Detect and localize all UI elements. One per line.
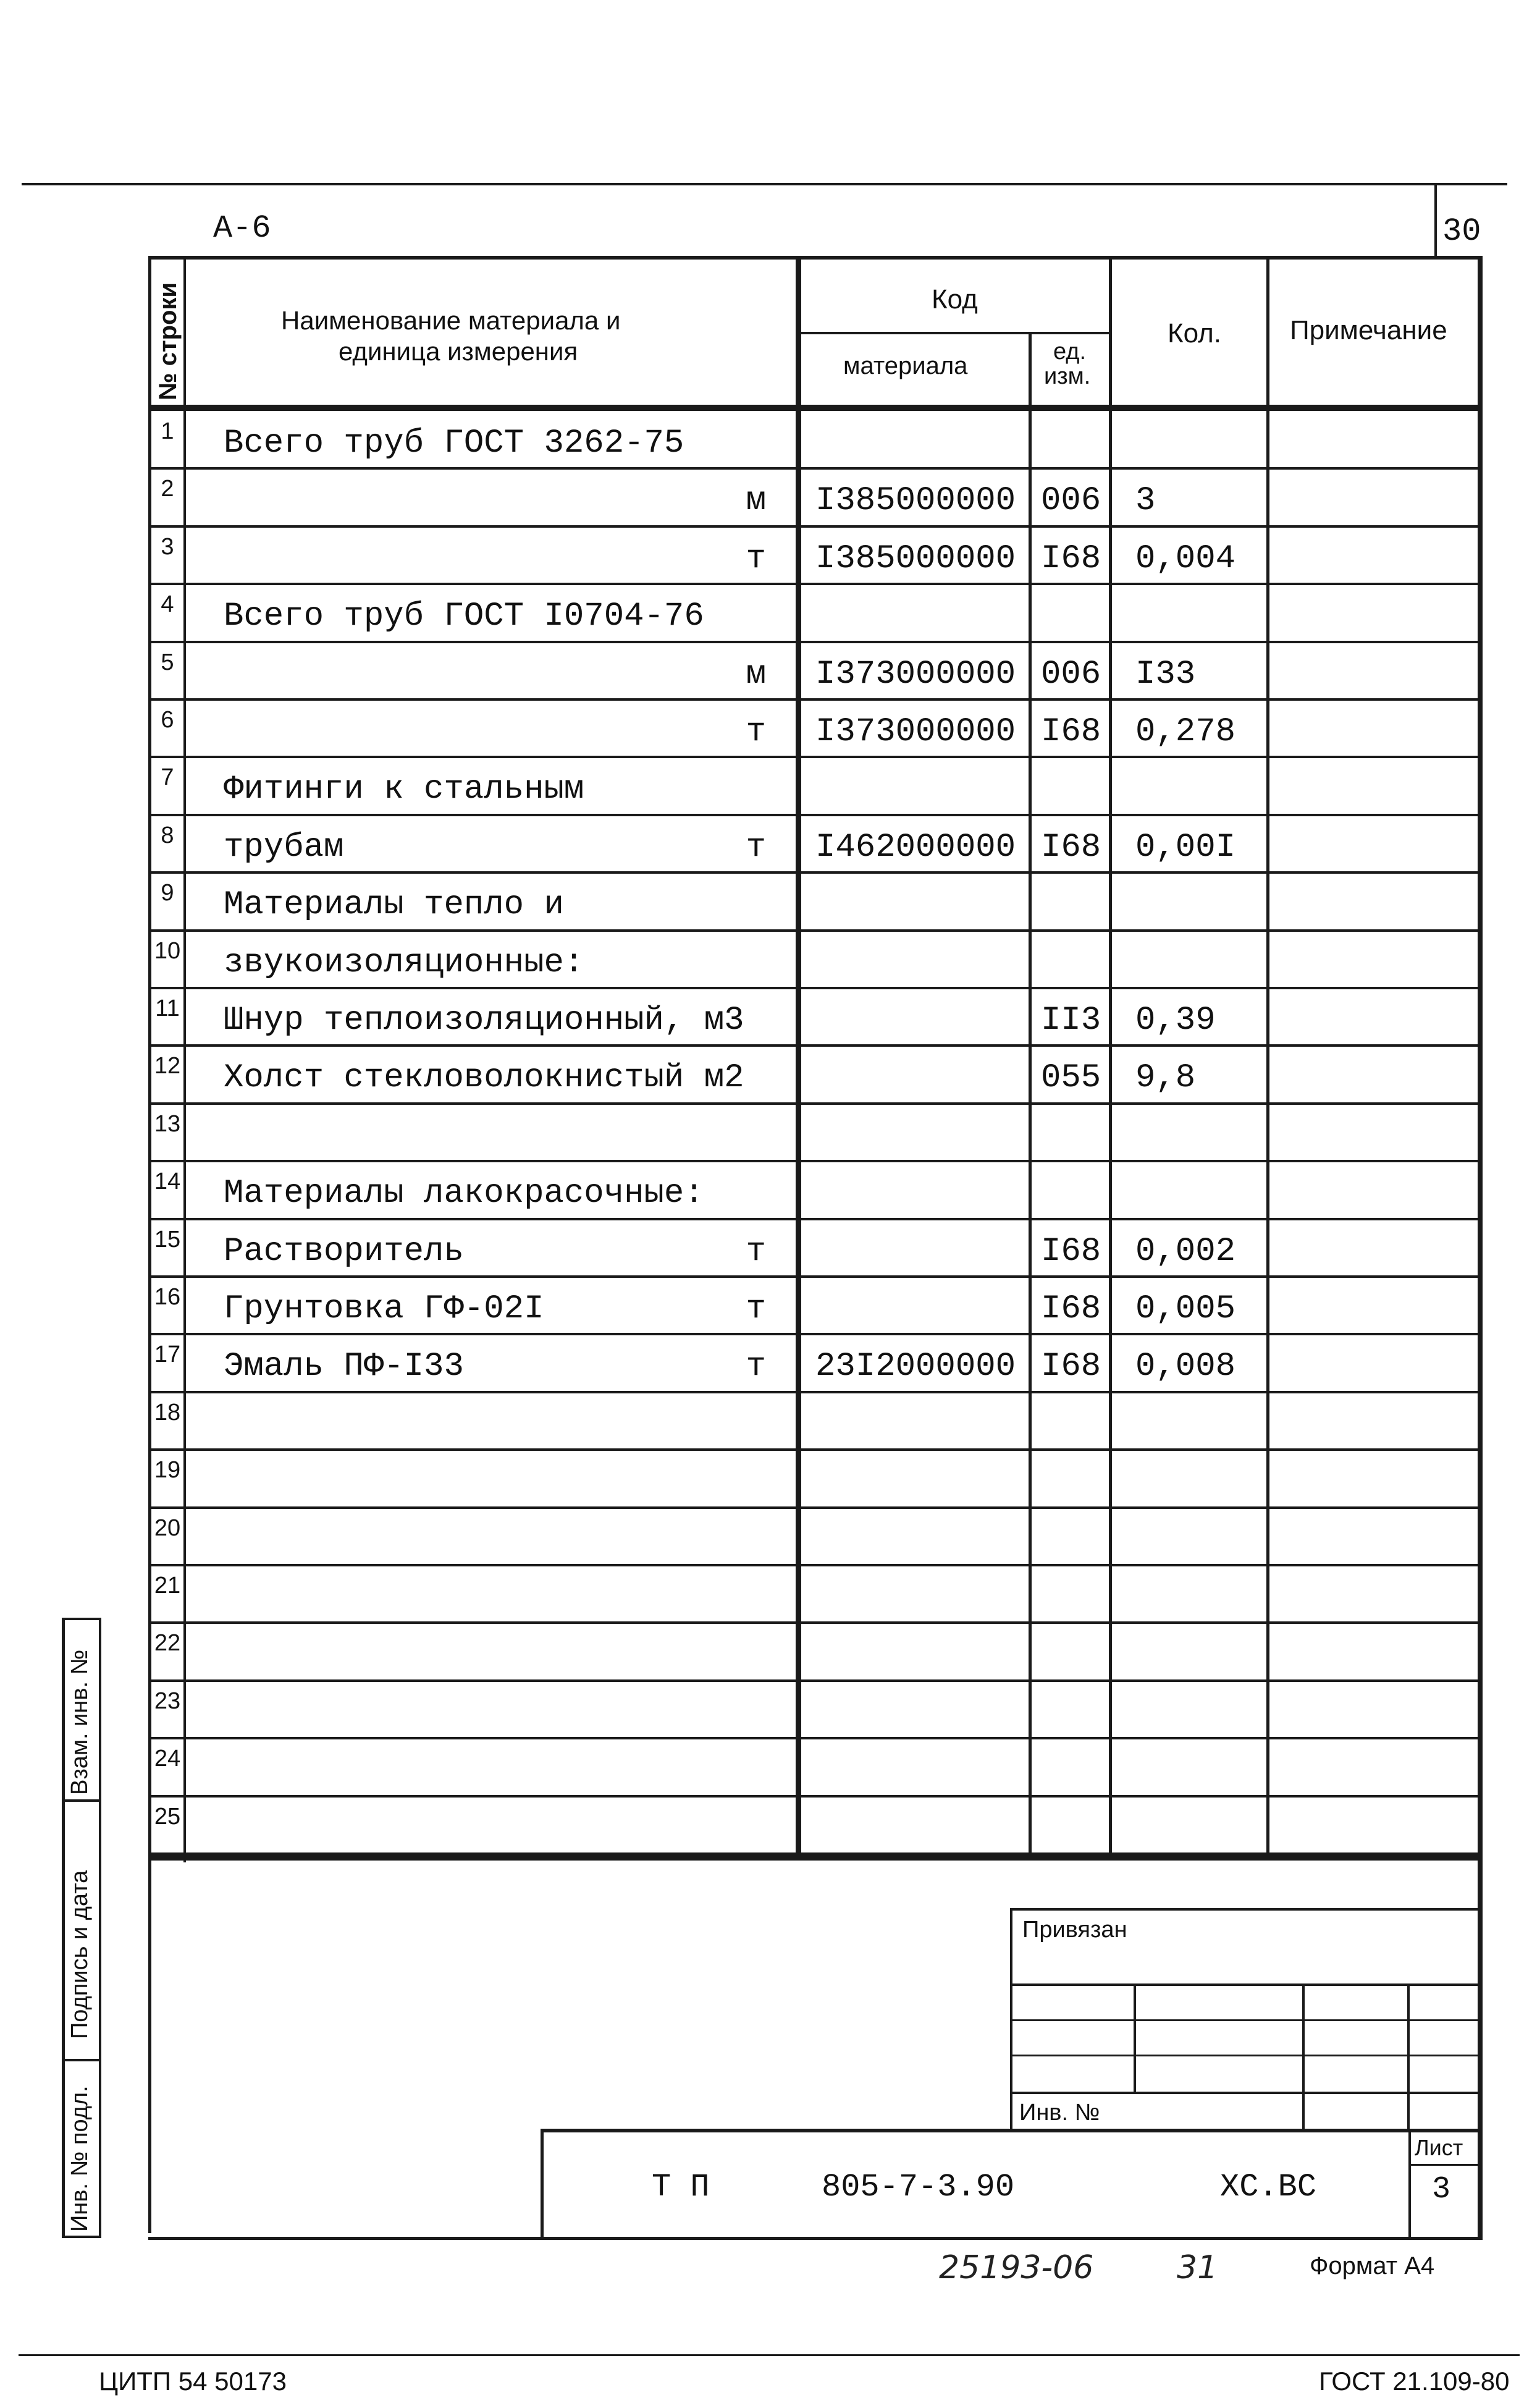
row-number: 9 (161, 880, 174, 906)
stamp-privyazan: Привязан (1022, 1917, 1127, 1943)
footer-right: ГОСТ 21.109-80 (1319, 2367, 1510, 2396)
stamp-list-divider (1408, 2164, 1483, 2166)
row-unit-code: I68 (1041, 829, 1101, 866)
row-material-code: I373000000 (815, 713, 1016, 751)
table-row-line (148, 467, 1483, 470)
row-name: Растворитель (224, 1233, 464, 1270)
table-row-line (148, 1160, 1483, 1162)
row-name: Холст стекловолокнистый м2 (224, 1059, 744, 1097)
row-number: 17 (154, 1341, 181, 1367)
row-number: 18 (154, 1400, 181, 1426)
col-border-right (1478, 256, 1483, 2239)
row-quantity: 3 (1135, 482, 1156, 520)
footer-rule (19, 2354, 1520, 2356)
row-unit-code: II3 (1041, 1002, 1101, 1039)
row-number: 19 (154, 1457, 181, 1483)
row-quantity: 0,005 (1135, 1290, 1236, 1328)
code-subheader-line (798, 332, 1112, 334)
row-number: 5 (161, 649, 174, 675)
row-number: 6 (161, 707, 174, 733)
stamp-grid-col-3 (1407, 1983, 1410, 2131)
stamp-grid-line-1 (1010, 1983, 1483, 1986)
row-number: 3 (161, 534, 174, 560)
sidebar-border (62, 1618, 65, 2236)
header-code: Код (932, 284, 978, 315)
row-number: 4 (161, 591, 174, 617)
row-number: 12 (154, 1053, 181, 1079)
row-name: Шнур теплоизоляционный, м3 (224, 1002, 744, 1039)
row-name: Материалы тепло и (224, 886, 564, 924)
table-row-line (148, 1564, 1483, 1566)
handwritten-number-right: 31 (1177, 2249, 1218, 2286)
row-quantity: 0,008 (1135, 1348, 1236, 1385)
row-name: трубам (224, 829, 344, 866)
format-label: Формат А4 (1310, 2252, 1435, 2279)
row-quantity: 9,8 (1135, 1059, 1196, 1097)
stamp-list-label: Лист (1415, 2135, 1463, 2160)
row-number: 2 (161, 476, 174, 502)
table-row-line (148, 1044, 1483, 1047)
row-unit: т (746, 1233, 766, 1270)
table-row-line (148, 871, 1483, 874)
table-row-line (148, 1679, 1483, 1682)
table-row-line (148, 583, 1483, 585)
table-row-line (148, 641, 1483, 643)
handwritten-number-left: 25193-06 (939, 2249, 1094, 2286)
row-number: 1 (161, 418, 174, 444)
header-unit-line2: изм. (1044, 363, 1091, 389)
stamp-grid-col-1 (1134, 1983, 1136, 2092)
row-material-code: 23I2000000 (815, 1348, 1016, 1385)
row-name: Всего труб ГОСТ I0704-76 (224, 598, 704, 635)
header-material: материала (843, 352, 968, 379)
row-unit-code: I68 (1041, 1290, 1101, 1328)
row-number: 25 (154, 1804, 181, 1830)
row-name: Материалы лакокрасочные: (224, 1175, 704, 1212)
row-number: 21 (154, 1573, 181, 1599)
row-material-code: I385000000 (815, 540, 1016, 578)
row-name: Грунтовка ГФ-02I (224, 1290, 544, 1328)
header-note: Примечание (1290, 315, 1447, 345)
row-name: звукоизоляционные: (224, 944, 584, 982)
row-quantity: 0,39 (1135, 1002, 1216, 1039)
header-qty: Кол. (1168, 318, 1222, 349)
stamp-grid-col-2 (1302, 1983, 1305, 2131)
row-unit: т (746, 713, 766, 751)
stamp-code-right: ХС.ВС (1220, 2169, 1317, 2205)
footer-left: ЦИТП 54 50173 (99, 2367, 287, 2396)
row-number: 15 (154, 1227, 181, 1253)
side-label-inv: Инв. № подл. (67, 2085, 93, 2232)
row-quantity: 0,002 (1135, 1233, 1236, 1270)
row-number: 16 (154, 1284, 181, 1310)
sidebar-inner-border (99, 1618, 101, 2236)
row-quantity: 0,004 (1135, 540, 1236, 578)
table-row-line (148, 1102, 1483, 1105)
stamp-bottom-border (148, 2237, 1483, 2240)
row-number: 24 (154, 1746, 181, 1772)
col-border-qty (1266, 256, 1269, 1860)
table-row-line (148, 814, 1483, 816)
col-border-name (796, 256, 801, 1860)
table-row-line (148, 1448, 1483, 1451)
table-row-line (148, 1275, 1483, 1278)
stamp-list-left (1408, 2129, 1411, 2240)
row-number: 11 (155, 995, 180, 1021)
stamp-grid-line-2 (1010, 2019, 1483, 2021)
row-name: Фитинги к стальным (224, 771, 584, 808)
sidebar-divider-bottom (62, 2236, 101, 2238)
table-top-border (148, 256, 1483, 260)
row-unit: т (746, 1290, 766, 1328)
stamp-main-top (541, 2129, 1483, 2132)
row-material-code: I462000000 (815, 829, 1016, 866)
sidebar-divider-2 (62, 2059, 101, 2061)
table-row-line (148, 987, 1483, 989)
col-border-code (1029, 332, 1032, 1860)
header-bottom-border (148, 405, 1483, 411)
row-unit: т (746, 1348, 766, 1385)
row-number: 23 (154, 1688, 181, 1714)
row-name: Эмаль ПФ-I33 (224, 1348, 464, 1385)
table-row-line (148, 1737, 1483, 1739)
row-unit-code: 055 (1041, 1059, 1101, 1097)
stamp-grid-line-4 (1010, 2092, 1483, 2094)
row-number: 14 (154, 1168, 181, 1194)
table-row-line (148, 1218, 1483, 1220)
row-unit-code: I68 (1041, 540, 1101, 578)
table-row-line (148, 525, 1483, 528)
row-unit-code: I68 (1041, 713, 1101, 751)
stamp-code-mid: 805-7-3.90 (822, 2169, 1015, 2205)
table-row-line (148, 1621, 1483, 1624)
stamp-privyazan-top (1010, 1908, 1483, 1911)
header-row-no: № строки (154, 282, 182, 400)
row-number: 20 (154, 1515, 181, 1541)
row-material-code: I373000000 (815, 656, 1016, 693)
row-unit: т (746, 540, 766, 578)
table-bottom-border (148, 1855, 1483, 1861)
stamp-inv-no: Инв. № (1019, 2100, 1100, 2126)
row-unit-code: I68 (1041, 1348, 1101, 1385)
row-unit-code: 006 (1041, 656, 1101, 693)
page-number: 30 (1442, 213, 1481, 250)
table-row-line (148, 1391, 1483, 1393)
row-unit: м (746, 656, 766, 693)
sheet-ref: А-6 (213, 210, 271, 247)
header-name-line2: единица измерения (339, 337, 578, 366)
table-row-line (148, 1852, 1483, 1855)
stamp-code-left: Т П (652, 2169, 710, 2205)
row-unit: т (746, 829, 766, 866)
sidebar-divider-top (62, 1618, 101, 1620)
row-unit-code: 006 (1041, 482, 1101, 520)
row-quantity: I33 (1135, 656, 1196, 693)
row-quantity: 0,278 (1135, 713, 1236, 751)
row-number: 8 (161, 822, 174, 848)
row-unit-code: I68 (1041, 1233, 1101, 1270)
table-row-line (148, 756, 1483, 758)
row-number: 10 (154, 938, 181, 964)
header-unit-line1: ед. (1053, 339, 1087, 365)
row-number: 22 (154, 1630, 181, 1656)
row-name: Всего труб ГОСТ 3262-75 (224, 425, 684, 462)
table-row-line (148, 1795, 1483, 1798)
col-border-unit (1109, 256, 1112, 1860)
table-row-line (148, 1506, 1483, 1509)
stamp-main-left (541, 2129, 544, 2240)
table-row-line (148, 929, 1483, 932)
stamp-grid-line-3 (1010, 2055, 1483, 2056)
table-row-line (148, 698, 1483, 701)
table-row-line (148, 1333, 1483, 1335)
header-name-line1: Наименование материала и (281, 306, 621, 335)
row-quantity: 0,00I (1135, 829, 1236, 866)
sidebar-divider-1 (62, 1799, 101, 1802)
stamp-list-no: 3 (1432, 2172, 1451, 2207)
row-material-code: I385000000 (815, 482, 1016, 520)
row-unit: м (746, 482, 766, 520)
side-label-podpis: Подпись и дата (67, 1870, 93, 2039)
row-number: 7 (161, 764, 174, 790)
row-number: 13 (154, 1111, 181, 1137)
side-label-vzam: Взам. инв. № (67, 1649, 93, 1795)
